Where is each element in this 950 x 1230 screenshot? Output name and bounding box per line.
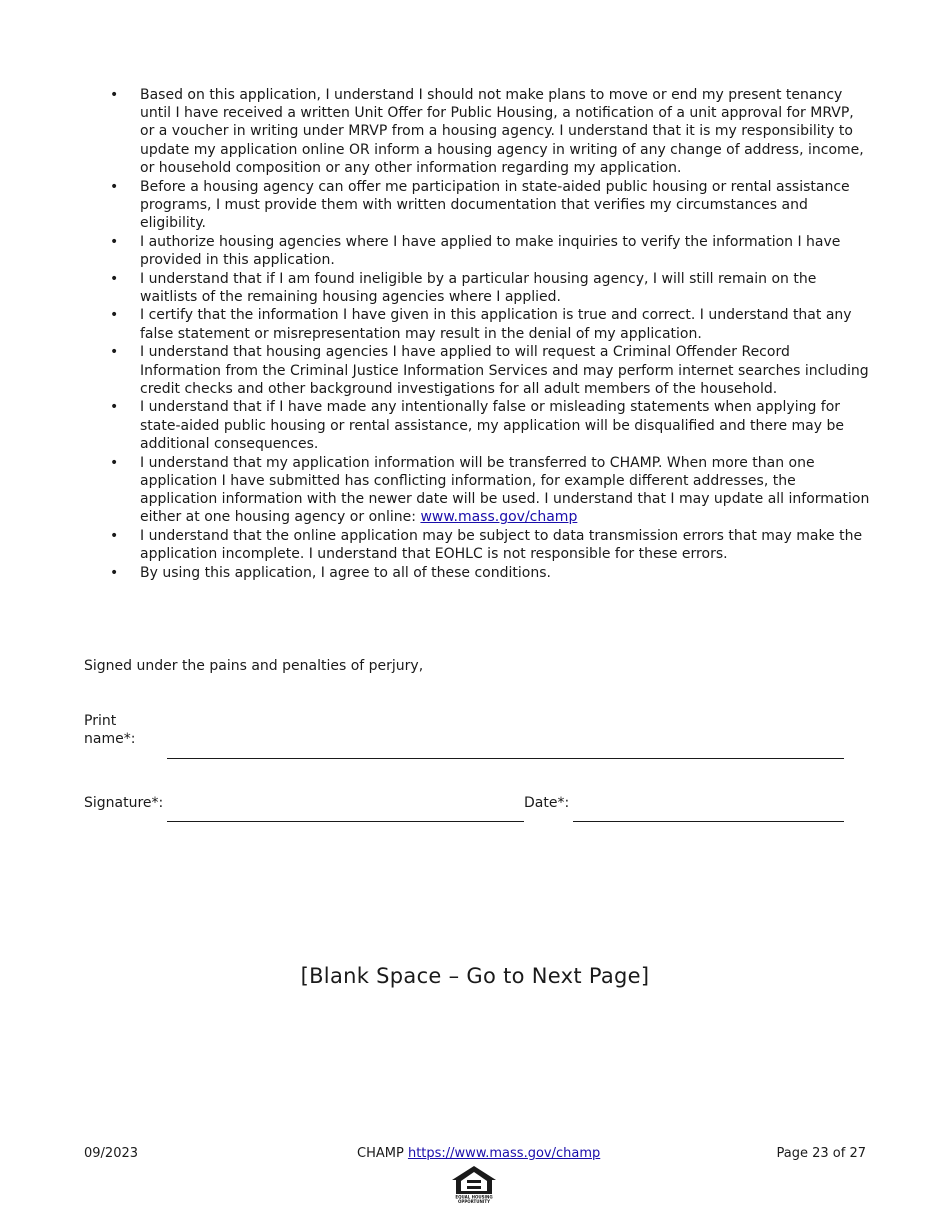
footer-program: CHAMP xyxy=(357,1146,404,1161)
condition-item: • I understand that if I am found ineligible by a particular housing agency, I will still remain on the waitlists of the remaining housing agencies where I applied. xyxy=(110,270,870,306)
signature-field[interactable] xyxy=(167,821,524,822)
condition-item: • By using this application, I agree to all of these conditions. xyxy=(110,564,870,582)
print-name-field[interactable] xyxy=(167,758,844,759)
svg-text:EQUAL HOUSING: EQUAL HOUSING xyxy=(455,1194,493,1200)
condition-item: • I authorize housing agencies where I have applied to make inquiries to verify the information I have provided in this application. xyxy=(110,233,870,269)
condition-item: • I understand that the online application may be subject to data transmission errors that may make the application incomplete. I understand that EOHLC is not responsible for these errors. xyxy=(110,527,870,563)
champ-link[interactable]: www.mass.gov/champ xyxy=(420,509,578,526)
signature-label: Signature*: xyxy=(84,795,164,811)
footer-center xyxy=(357,1146,600,1161)
svg-text:OPPORTUNITY: OPPORTUNITY xyxy=(457,1199,491,1204)
condition-item-champ xyxy=(110,454,870,527)
blank-space-notice: [Blank Space – Go to Next Page] xyxy=(300,964,650,988)
equal-housing-opportunity-icon xyxy=(450,1164,498,1204)
perjury-statement: Signed under the pains and penalties of perjury, xyxy=(84,658,424,674)
condition-item: • I certify that the information I have given in this application is true and correct. I understand that any false statement or misrepresentation may result in the denial of my application. xyxy=(110,306,870,342)
footer-page-number: Page 23 of 27 xyxy=(776,1146,866,1161)
champ-text: I understand that my application information will be transferred to CHAMP. When more than one application I have submitted has conflicting information, for example different addresses, the application information with the newer date will be used. I understand that I may update all information either at one housing agency or online: xyxy=(140,454,870,526)
print-name-label xyxy=(84,712,135,748)
condition-item: • I understand that if I have made any intentionally false or misleading statements when applying for state-aided public housing or rental assistance, my application will be disqualified and there may be additional consequences. xyxy=(110,398,870,453)
print-name-label-line1: Print xyxy=(84,713,117,729)
condition-item: • Before a housing agency can offer me participation in state-aided public housing or rental assistance programs, I must provide them with written documentation that verifies my circumstances and eligibility. xyxy=(110,178,870,233)
footer-date: 09/2023 xyxy=(84,1146,139,1161)
print-name-label-line2: name*: xyxy=(84,731,136,747)
date-field[interactable] xyxy=(573,821,844,822)
date-label: Date*: xyxy=(524,795,570,811)
condition-item: • Based on this application, I understand I should not make plans to move or end my present tenancy until I have received a written Unit Offer for Public Housing, a notification of a unit approval for MRVP, or a voucher in writing under MRVP from a housing agency. I understand that it is my responsibility to update my application online OR inform a housing agency in writing of any change of address, income, or household composition or any other information regarding my application. xyxy=(110,86,870,177)
condition-item: • I understand that housing agencies I have applied to will request a Criminal Offender Record Information from the Criminal Justice Information Services and may perform internet searches including credit checks and other background investigations for all adult members of the household. xyxy=(110,343,870,398)
conditions-list xyxy=(110,86,870,582)
footer-url-link[interactable]: https://www.mass.gov/champ xyxy=(407,1146,601,1161)
